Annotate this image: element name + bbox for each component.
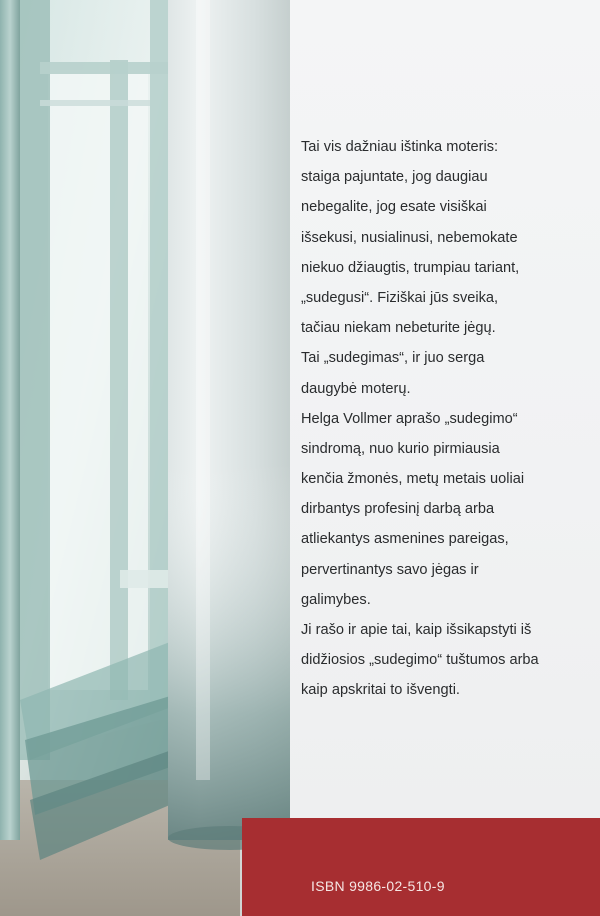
blurb-line: kenčia žmonės, metų metais uoliai [301, 471, 525, 488]
blurb-line: Helga Vollmer aprašo „sudegimo“ [301, 410, 518, 427]
blurb-line: nebegalite, jog esate visiškai [301, 199, 487, 216]
blurb-line: sindromą, nuo kurio pirmiausia [301, 440, 500, 457]
blurb-line: didžiosios „sudegimo“ tuštumos arba [301, 652, 539, 669]
blurb-line: Tai vis dažniau ištinka moteris: [301, 139, 499, 155]
blurb-line: kaip apskritai to išvengti. [301, 682, 460, 699]
blurb-line: galimybes. [301, 591, 371, 608]
isbn-label: ISBN 9986-02-510-9 [311, 878, 445, 894]
blurb-line: daugybė moterų. [301, 380, 411, 397]
blurb-line: staiga pajuntate, jog daugiau [301, 169, 488, 186]
blurb-line: Ji rašo ir apie tai, kaip išsikapstyti iš [301, 622, 532, 638]
blurb-line: niekuo džiaugtis, trumpiau tariant, [301, 259, 520, 276]
blurb-line: Tai „sudegimas“, ir juo serga [301, 350, 485, 367]
blurb-line: dirbantys profesinį darbą arba [301, 501, 495, 518]
blurb-line: atliekantys asmenines pareigas, [301, 531, 509, 548]
back-cover-blurb [301, 132, 597, 706]
blurb-line: „sudegusi“. Fiziškai jūs sveika, [301, 289, 499, 306]
blurb-line: pervertinantys savo jėgas ir [301, 561, 479, 578]
isbn-block [242, 818, 600, 916]
blurb-line: tačiau niekam nebeturite jėgų. [301, 320, 496, 337]
blurb-line: išsekusi, nusialinusi, nebemokate [301, 229, 518, 246]
